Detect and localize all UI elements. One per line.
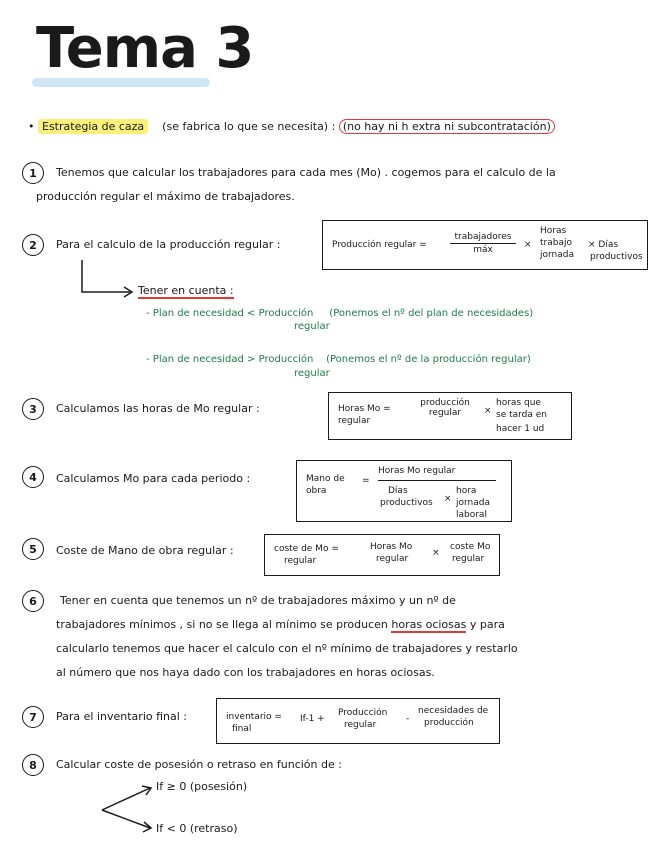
strategy-label: Estrategia de caza xyxy=(38,119,148,134)
step-8-text: Calcular coste de posesión o retraso en función de : xyxy=(56,758,342,771)
fraction-bar xyxy=(450,243,516,244)
formula-5-lhs-2: regular xyxy=(284,556,317,566)
formula-3-r1: horas que xyxy=(496,398,541,408)
formula-2-dias: × Días xyxy=(588,240,619,250)
step-1-number: 1 xyxy=(22,162,44,184)
step-2-text: Para el calculo de la producción regular : xyxy=(56,238,281,251)
formula-4-numerator: Horas Mo regular xyxy=(378,466,456,476)
page-title: Tema 3 xyxy=(36,16,254,81)
step-6-number: 6 xyxy=(22,590,44,612)
step-6-line-2c: y para xyxy=(469,618,505,631)
tener-item-2-c: regular xyxy=(294,368,330,379)
step-6-line-1: Tener en cuenta que tenemos un nº de trabajadores máximo y un nº de xyxy=(60,594,456,607)
step-3-number: 3 xyxy=(22,398,44,420)
formula-4-times: × xyxy=(444,494,452,504)
formula-2-jornada: jornada xyxy=(540,250,574,260)
formula-2-denominator: máx xyxy=(473,245,493,255)
tener-item-1-b: (Ponemos el nº del plan de necesidades) xyxy=(329,308,534,319)
step-7-number: 7 xyxy=(22,706,44,728)
formula-2-horas: Horas xyxy=(540,226,567,236)
tener-item-2-b: (Ponemos el nº de la producción regular) xyxy=(326,354,531,365)
strategy-text: (se fabrica lo que se necesita) : xyxy=(162,120,336,133)
formula-7-n1: necesidades de xyxy=(418,706,489,716)
tener-item-2-a: - Plan de necesidad > Producción xyxy=(146,354,314,365)
formula-4-den-1: Días xyxy=(388,486,408,496)
step-5-text: Coste de Mano de obra regular : xyxy=(56,544,234,557)
strategy-line xyxy=(28,120,555,133)
formula-3-denominator: regular xyxy=(428,408,462,418)
formula-2-fraction xyxy=(450,232,516,255)
formula-4-r3: laboral xyxy=(456,510,487,520)
step-8-number: 8 xyxy=(22,754,44,776)
step-6-line-2a: trabajadores mínimos , si no se llega al mínimo se producen xyxy=(56,618,388,631)
step-6-line-2 xyxy=(56,618,505,631)
formula-4-lhs-2: obra xyxy=(306,486,327,496)
tener-label-text: Tener en cuenta : xyxy=(138,284,234,297)
horas-ociosas-term: horas ociosas xyxy=(391,618,467,631)
tener-item-2 xyxy=(146,354,531,365)
bullet: • xyxy=(28,120,38,133)
formula-7-mid: If-1 + xyxy=(300,714,325,724)
formula-7-lhs-2: final xyxy=(232,724,252,734)
formula-3-r2: se tarda en xyxy=(496,410,548,420)
arrow-icon xyxy=(60,258,140,302)
formula-4-fraction-bar xyxy=(378,480,496,481)
formula-3-r3: hacer 1 ud xyxy=(496,424,545,434)
step-7-text: Para el inventario final : xyxy=(56,710,187,723)
formula-3-lhs-1: Horas Mo = xyxy=(338,404,391,414)
formula-7-minus: - xyxy=(406,714,410,724)
formula-5-a1: Horas Mo xyxy=(370,542,413,552)
strategy-note: (no hay ni h extra ni subcontratación) xyxy=(339,119,555,134)
formula-4-equals: = xyxy=(362,476,370,486)
step-5-number: 5 xyxy=(22,538,44,560)
formula-7-lhs-1: inventario = xyxy=(226,712,282,722)
tener-label xyxy=(138,284,234,297)
formula-2-trabajo: trabajo xyxy=(540,238,572,248)
branch-posesion: If ≥ 0 (posesión) xyxy=(156,780,248,793)
step-4-text: Calculamos Mo para cada periodo : xyxy=(56,472,251,485)
formula-7-n2: producción xyxy=(424,718,474,728)
formula-7-p2: regular xyxy=(344,720,377,730)
formula-7-p1: Producción xyxy=(338,708,388,718)
step-4-number: 4 xyxy=(22,466,44,488)
step-1-line-2: producción regular el máximo de trabajadores. xyxy=(36,190,295,203)
formula-2-productivos: productivos xyxy=(590,252,643,262)
formula-2-numerator: trabajadores xyxy=(454,232,512,242)
branch-retraso: If < 0 (retraso) xyxy=(156,822,238,835)
step-2-number: 2 xyxy=(22,234,44,256)
formula-5-a2: regular xyxy=(376,554,409,564)
formula-5-times: × xyxy=(432,548,440,558)
step-1-line-1: Tenemos que calcular los trabajadores para cada mes (Mo) . cogemos para el calculo de la xyxy=(56,166,556,179)
tener-item-1-a: - Plan de necesidad < Producción xyxy=(146,308,314,319)
branch-arrows-icon xyxy=(96,782,162,834)
formula-2-lhs: Producción regular = xyxy=(332,240,427,250)
tener-item-1 xyxy=(146,308,533,319)
formula-4-r2: jornada xyxy=(456,498,490,508)
formula-3-numerator: producción xyxy=(420,398,470,408)
formula-4-r1: hora xyxy=(456,486,477,496)
step-6-line-3: calcularlo tenemos que hacer el calculo con el nº mínimo de trabajadores y restarlo xyxy=(56,642,518,655)
step-3-text: Calculamos las horas de Mo regular : xyxy=(56,402,260,415)
tener-item-1-c: regular xyxy=(294,321,330,332)
formula-4-lhs-1: Mano de xyxy=(306,474,345,484)
step-6-line-4: al número que nos haya dado con los trabajadores en horas ociosas. xyxy=(56,666,435,679)
formula-5-b1: coste Mo xyxy=(450,542,491,552)
formula-3-lhs-2: regular xyxy=(338,416,371,426)
formula-2-times: × xyxy=(524,240,532,250)
formula-5-b2: regular xyxy=(452,554,485,564)
formula-4-den-2: productivos xyxy=(380,498,433,508)
formula-3-fraction xyxy=(414,398,476,418)
formula-3-times: × xyxy=(484,406,492,416)
formula-5-lhs-1: coste de Mo = xyxy=(274,544,339,554)
